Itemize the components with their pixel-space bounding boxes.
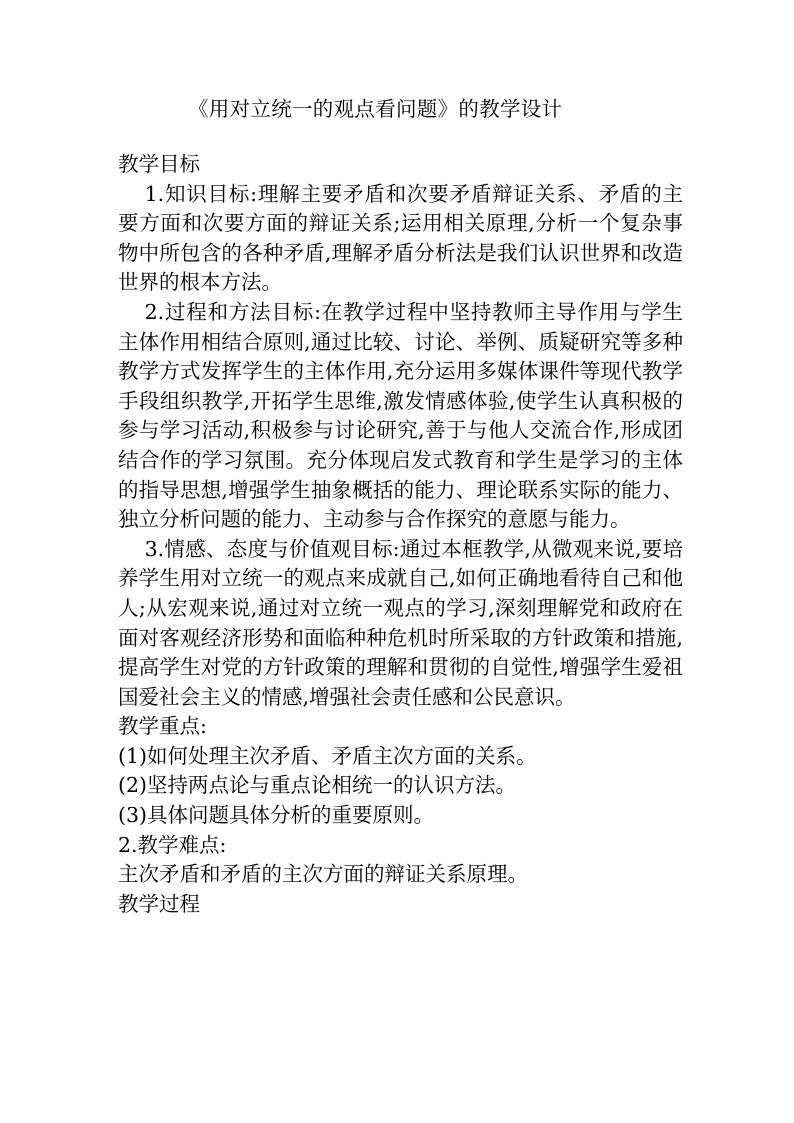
objective-process-method: 2.过程和方法目标:在教学过程中坚持教师主导作用与学生主体作用相结合原则,通过比较、讨论、举例、质疑研究等多种教学方式发挥学生的主体作用,充分运用多媒体课件等现代教学手段组织教学,开拓学生思维,激发情感体验,使学生认真积极的参与学习活动,积极参与讨论研究,善于与他人交流合作,形成团结合作的学习氛围。充分体现启发式教育和学生是学习的主体的指导思想,增强学生抽象概括的能力、理论联系实际的能力、独立分析问题的能力、主动参与合作探究的意愿与能力。 [118,299,683,532]
objectives-heading: 教学目标 [118,152,200,176]
process-heading: 教学过程 [118,891,200,916]
objective-emotion-values: 3.情感、态度与价值观目标:通过本框教学,从微观来说,要培养学生用对立统一的观点来成就自己,如何正确地看待自己和他人;从宏观来说,通过对立统一观点的学习,深刻理解党和政府在面对客观经济形势和面临种种危机时所采取的方针政策和措施,提高学生对党的方针政策的理解和贯彻的自觉性,增强学生爱祖国爱社会主义的情感,增强社会责任感和公民意识。 [118,536,683,709]
document-title: 《用对立统一的观点看问题》的教学设计 [188,97,563,121]
key-point-item: (1)如何处理主次矛盾、矛盾主次方面的关系。 [118,743,537,768]
key-points-heading: 教学重点: [118,714,207,739]
objective-knowledge: 1.知识目标:理解主要矛盾和次要矛盾辩证关系、矛盾的主要方面和次要方面的辩证关系;运用相关原理,分析一个复杂事物中所包含的各种矛盾,理解矛盾分析法是我们认识世界和改造世界的根本方法。 [118,181,683,295]
difficulty-item: 主次矛盾和矛盾的主次方面的辩证关系原理。 [118,862,528,887]
key-point-item: (3)具体问题具体分析的重要原则。 [118,803,435,828]
document-body [118,150,683,919]
key-point-item: (2)坚持两点论与重点论相统一的认识方法。 [118,773,517,798]
difficulties-heading: 2.教学难点: [118,832,227,857]
